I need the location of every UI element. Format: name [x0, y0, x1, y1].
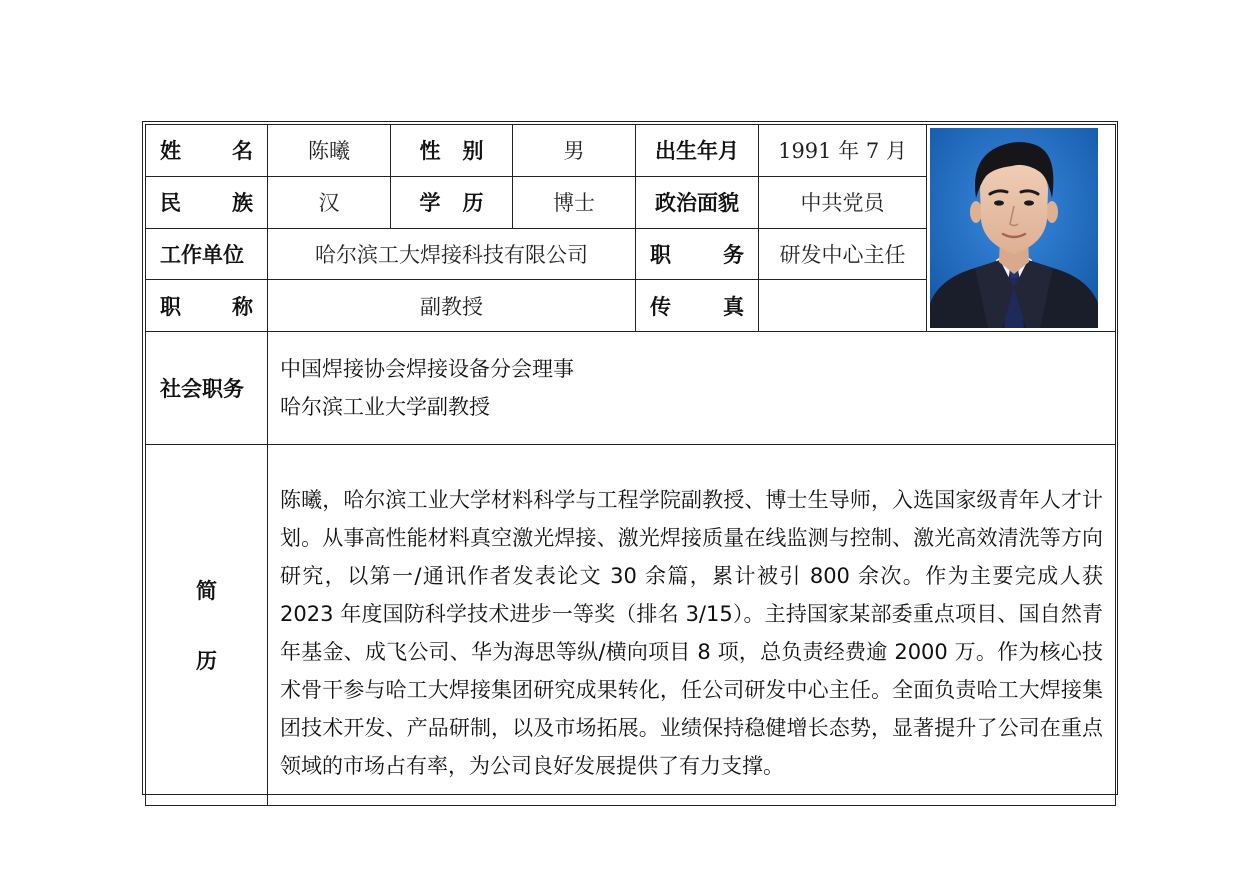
employer-value: 哈尔滨工大焊接科技有限公司 — [268, 228, 636, 280]
photo-cell — [927, 125, 1116, 332]
gender-label-char-1: 性 — [419, 139, 441, 164]
gender-label — [391, 125, 513, 177]
gender-value: 男 — [513, 125, 636, 177]
title-label-char-2: 称 — [232, 294, 253, 319]
title-value: 副教授 — [268, 280, 636, 332]
social-duty-line: 中国焊接协会焊接设备分会理事 — [280, 357, 574, 381]
social-duty-line: 哈尔滨工业大学副教授 — [280, 395, 490, 419]
ethnicity-label-char-1: 民 — [160, 191, 181, 216]
social-duties — [268, 332, 1116, 445]
bio-label-char-1: 简 — [196, 579, 217, 603]
gender-label-char-2: 别 — [462, 139, 484, 164]
title-label — [146, 280, 268, 332]
portrait-photo — [930, 128, 1098, 328]
position-label — [636, 228, 759, 280]
education-label-char-2: 历 — [462, 191, 484, 216]
name-value: 陈曦 — [268, 125, 391, 177]
fax-label-char-2: 真 — [723, 294, 744, 319]
profile-sheet — [142, 121, 1118, 795]
ethnicity-label-char-2: 族 — [232, 191, 253, 216]
education-label — [391, 176, 513, 228]
name-label-char-1: 姓 — [160, 139, 181, 164]
social-label: 社会职务 — [146, 332, 268, 445]
birth-label: 出生年月 — [636, 125, 759, 177]
employer-label: 工作单位 — [146, 228, 268, 280]
name-label-char-2: 名 — [232, 139, 253, 164]
title-label-char-1: 职 — [160, 294, 181, 319]
fax-label-char-1: 传 — [650, 294, 671, 319]
name-label — [146, 125, 268, 177]
fax-value — [759, 280, 927, 332]
fax-label — [636, 280, 759, 332]
position-value: 研发中心主任 — [759, 228, 927, 280]
profile-table — [145, 124, 1116, 806]
education-value: 博士 — [513, 176, 636, 228]
bio-label-char-2: 历 — [196, 649, 217, 673]
ethnicity-label — [146, 176, 268, 228]
education-label-char-1: 学 — [419, 191, 441, 216]
birth-value: 1991 年 7 月 — [759, 125, 927, 177]
political-label: 政治面貌 — [636, 176, 759, 228]
political-value: 中共党员 — [759, 176, 927, 228]
position-label-char-2: 务 — [723, 242, 744, 267]
bio-label — [146, 445, 268, 806]
position-label-char-1: 职 — [650, 242, 671, 267]
bio-text: 陈曦，哈尔滨工业大学材料科学与工程学院副教授、博士生导师，入选国家级青年人才计划。从事高性能材料真空激光焊接、激光焊接质量在线监测与控制、激光高效清洗等方向研究，以第一/通讯作者发表论文 30 余篇，累计被引 800 余次。作为主要完成人获 2023 年度国防科学技术进步一等奖（排名 3/15）。主持国家某部委重点项目、国自然青年基金、成飞公司、华为海思等纵/横向项目 8 项，总负责经费逾 2000 万。作为核心技术骨干参与哈工大焊接集团研究成果转化，任公司研发中心主任。全面负责哈工大焊接集团技术开发、产品研制，以及市场拓展。业绩保持稳健增长态势，显著提升了公司在重点领域的市场占有率，为公司良好发展提供了有力支撑。 — [268, 445, 1116, 806]
ethnicity-value: 汉 — [268, 176, 391, 228]
